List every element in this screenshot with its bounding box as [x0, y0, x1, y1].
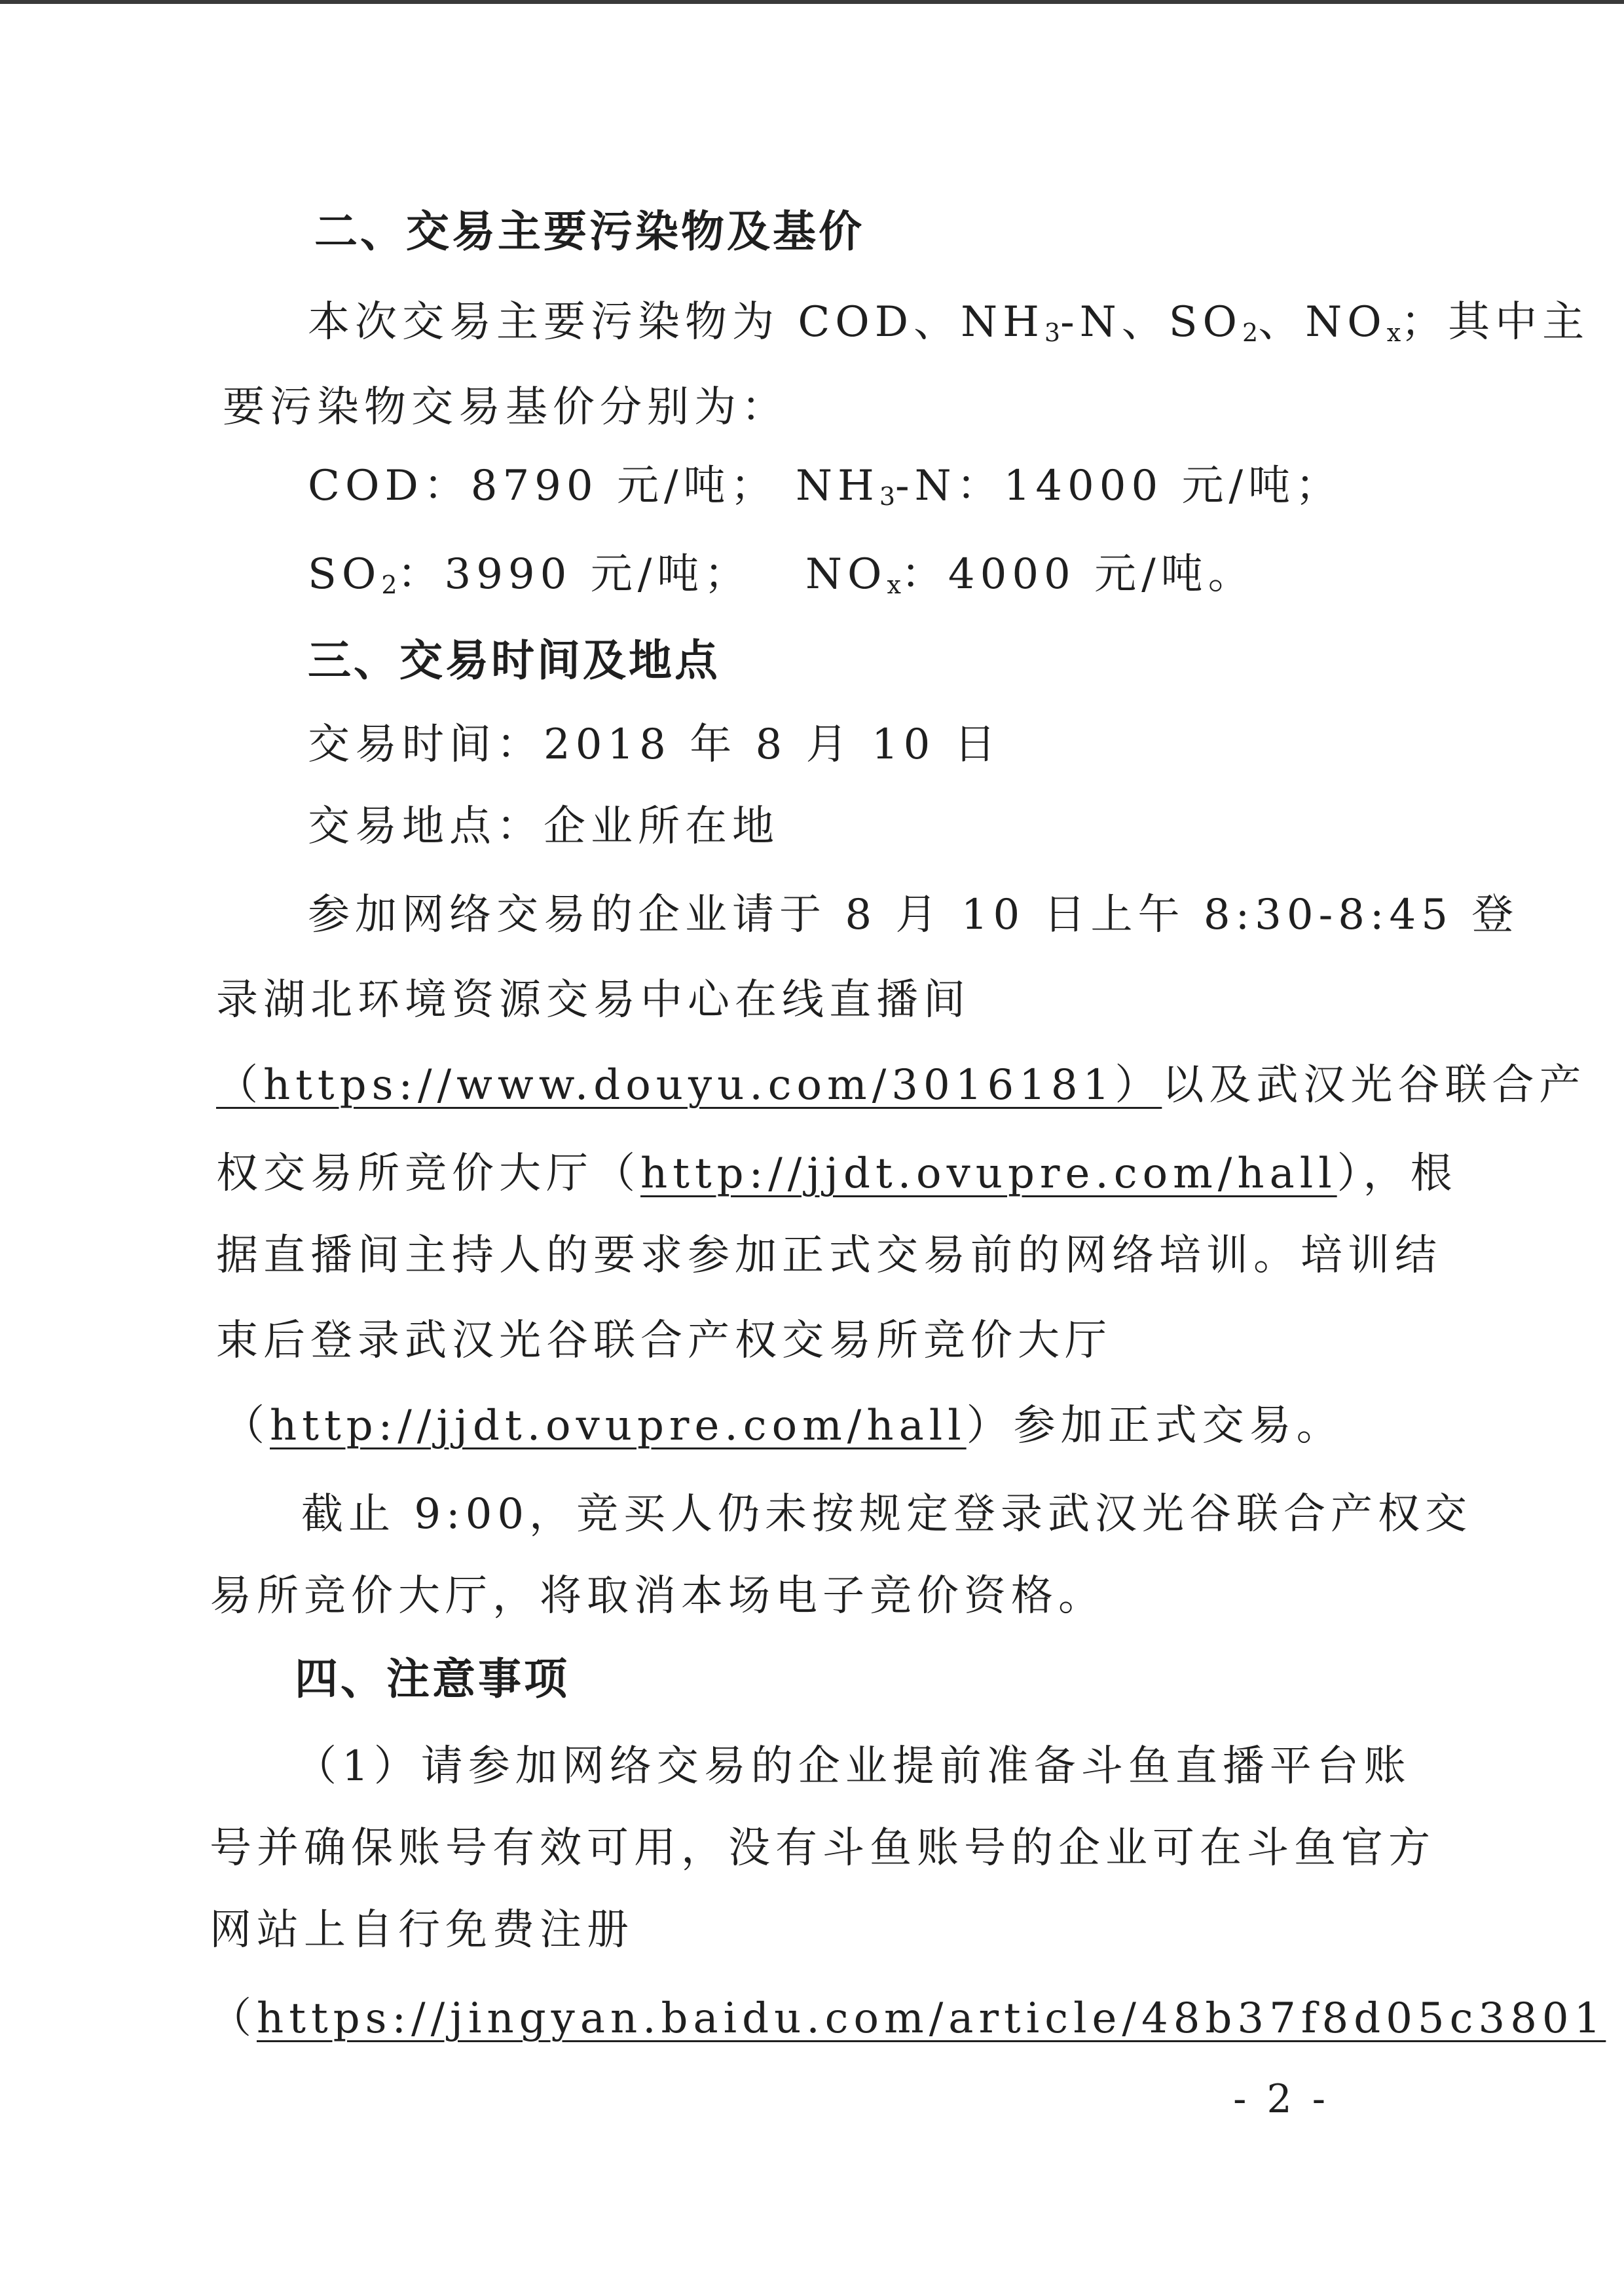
para-1-line7: （http://jjdt.ovupre.com/hall）参加正式交易。 — [223, 1402, 1344, 1450]
scan-edge-line — [0, 0, 1624, 4]
para-1-line2: 录湖北环境资源交易中心在线直播间 — [216, 976, 970, 1024]
section-4-heading: 四、注意事项 — [295, 1654, 570, 1704]
price-nh3n: $NH_3-N$：14000 元/吨； — [796, 462, 1343, 511]
para-2-line1: 截止 9:00，竞买人仍未按规定登录武汉光谷联合产权交 — [301, 1490, 1473, 1539]
trade-time: 交易时间：2018 年 8 月 10 日 — [308, 720, 1001, 769]
notice-1-line1: （1）请参加网络交易的企业提前准备斗鱼直播平台账 — [295, 1742, 1411, 1791]
section-3-heading: 三、交易时间及地点 — [308, 635, 720, 686]
para-1-line1: 参加网络交易的企业请于 8 月 10 日上午 8:30-8:45 登 — [308, 891, 1519, 939]
price-cod: COD：8790 元/吨； — [308, 462, 778, 510]
trade-place: 交易地点：企业所在地 — [308, 802, 779, 851]
notice-1-line3: 网站上自行免费注册 — [210, 1906, 634, 1954]
section-2-heading: 二、交易主要污染物及基价 — [314, 206, 864, 257]
douyu-link[interactable]: （https://www.douyu.com/3016181） — [216, 1061, 1162, 1110]
notice-1-line2: 号并确保账号有效可用，没有斗鱼账号的企业可在斗鱼官方 — [210, 1824, 1435, 1873]
price-so2: $SO_2$：3990 元/吨； — [308, 550, 752, 599]
price-nox: $NO_x$：4000 元/吨。 — [805, 550, 1255, 599]
baidu-link[interactable]: https://jingyan.baidu.com/article/48b37f8d05c3801 — [257, 1994, 1606, 2043]
para-1-line5: 据直播间主持人的要求参加正式交易前的网络培训。培训结 — [216, 1231, 1442, 1280]
hall-link-2[interactable]: http://jjdt.ovupre.com/hall — [270, 1402, 967, 1450]
para-1-line3: （https://www.douyu.com/3016181）以及武汉光谷联合产 — [216, 1061, 1587, 1110]
page-number: - 2 - — [1233, 2076, 1329, 2122]
section-2-intro-line1: 本次交易主要污染物为 COD、$NH_3-N$、$SO_2$、$NO_x$；其中主 — [308, 298, 1590, 347]
para-1-line4: 权交易所竞价大厅（http://jjdt.ovupre.com/hall），根 — [216, 1149, 1458, 1198]
notice-1-line4: （https://jingyan.baidu.com/article/48b37f8d05c3801 — [210, 1994, 1606, 2043]
para-1-line6: 束后登录武汉光谷联合产权交易所竞价大厅 — [216, 1316, 1112, 1365]
section-2-intro-line2: 要污染物交易基价分别为： — [223, 383, 788, 432]
para-2-line2: 易所竞价大厅，将取消本场电子竞价资格。 — [210, 1572, 1105, 1620]
hall-link-1[interactable]: http://jjdt.ovupre.com/hall — [640, 1149, 1337, 1198]
